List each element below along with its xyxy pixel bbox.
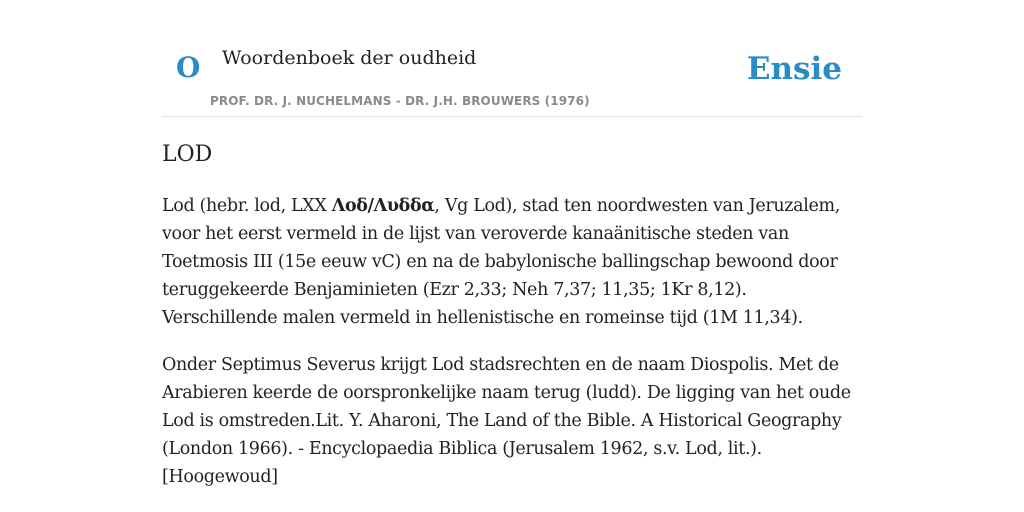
greek-term: Λοδ/Λυδδα bbox=[331, 196, 435, 216]
paragraph-1-intro: Lod (hebr. lod, LXX bbox=[162, 196, 332, 216]
paragraph-1-rest: , Vg Lod), stad ten noordwesten van Jeruzalem, voor het eerst vermeld in de lijst van veroverde kanaänitische steden van Toetmosis III (15e eeuw vC) en na de babylonische ballingschap bewoond door teruggekeerde Benjaminieten (Ezr 2,33; Neh 7,37; 11,35; 1Kr 8,12). Verschillende malen vermeld in hellenistische en romeinse tijd (1M 11,34). bbox=[162, 196, 840, 328]
entry-body bbox=[162, 192, 862, 510]
dictionary-title[interactable]: Woordenboek der oudheid bbox=[222, 47, 477, 69]
paragraph-2: Onder Septimus Severus krijgt Lod stadsrechten en de naam Diospolis. Met de Arabieren keerde de oorspronkelijke naam terug (ludd). De ligging van het oude Lod is omstreden.Lit. Y. Aharoni, The Land of the Bible. A Historical Geography (London 1966). - Encyclopaedia Biblica (Jerusalem 1962, s.v. Lod, lit.). [Hoogewoud] bbox=[162, 355, 851, 487]
authors-line: PROF. DR. J. NUCHELMANS - DR. J.H. BROUWERS (1976) bbox=[210, 94, 590, 108]
dictionary-header bbox=[162, 0, 862, 117]
index-letter[interactable]: O bbox=[176, 51, 201, 84]
brand-logo[interactable]: Ensie bbox=[746, 51, 842, 87]
entry-title: LOD bbox=[162, 142, 213, 167]
paragraph-1 bbox=[162, 192, 862, 332]
